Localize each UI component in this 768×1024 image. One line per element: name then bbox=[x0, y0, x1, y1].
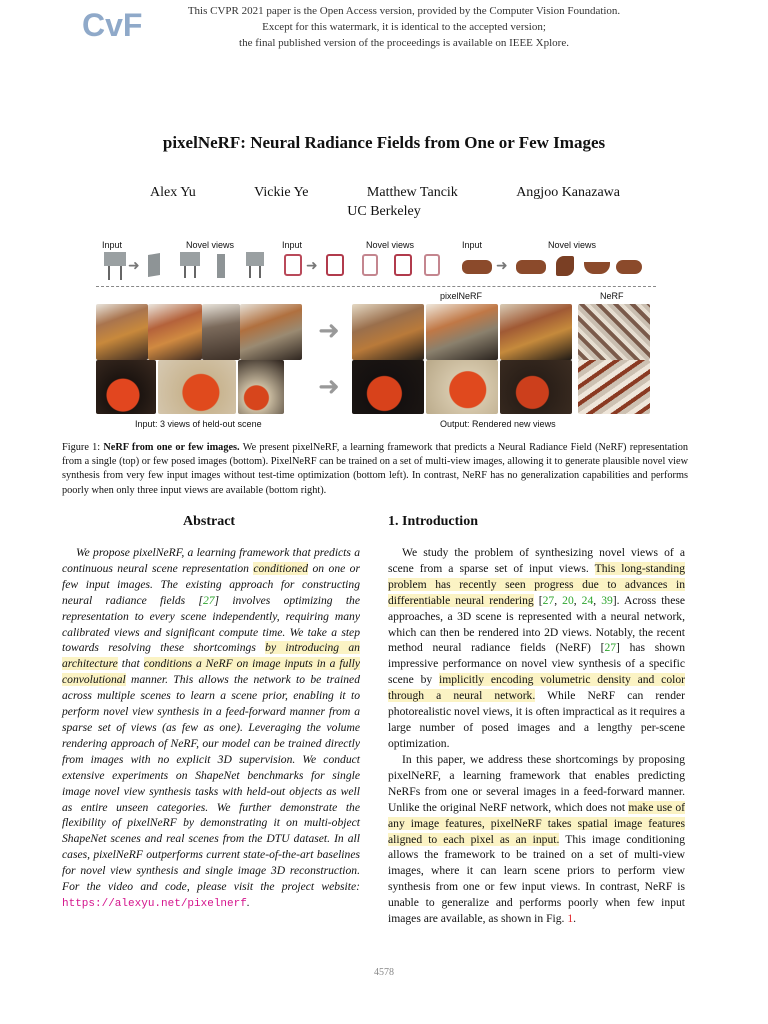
building-render bbox=[352, 304, 424, 360]
citation-link[interactable]: 39 bbox=[601, 593, 613, 607]
figure-label: Novel views bbox=[186, 240, 235, 250]
author: Angjoo Kanazawa bbox=[516, 185, 620, 200]
building-input bbox=[96, 304, 148, 360]
pumpkin-input bbox=[96, 360, 156, 414]
abstract-text: on one or few input images. The existing approach for constructing neural radiance fields [ bbox=[62, 561, 360, 607]
pumpkin-input bbox=[238, 360, 284, 414]
nerf-render bbox=[578, 360, 650, 414]
highlight: make use of any image features, pixelNeRF takes spatial image features aligned to each pixel as an input. bbox=[388, 800, 685, 846]
red-chair-view bbox=[362, 254, 378, 276]
citation-link[interactable]: 24 bbox=[581, 593, 594, 607]
arrow-icon: ➜ bbox=[496, 258, 508, 274]
sofa-view bbox=[584, 262, 610, 274]
chair-view-legs bbox=[249, 266, 261, 278]
chair-view bbox=[148, 253, 160, 277]
abstract-heading: Abstract bbox=[183, 514, 236, 529]
intro-text: , bbox=[554, 593, 563, 607]
figure-label: Input bbox=[462, 240, 483, 250]
figure-ref-link[interactable]: 1 bbox=[567, 912, 574, 926]
pumpkin-input bbox=[158, 360, 236, 414]
figure-label: Output: Rendered new views bbox=[440, 419, 556, 429]
highlight: conditioned bbox=[253, 561, 309, 575]
caption-text: We present pixelNeRF, a learning framework that predicts a Neural Radiance Field (NeRF) representation from a single (top) or few posed images (bottom). PixelNeRF can be trained on a set of multi-view images, allowing it to generate plausible novel view synthesis from very few input images without test-time optimization (bottom left). In contrast, NeRF has no generalization capabilities and performs poorly when only three input views are available (bottom right). bbox=[62, 442, 689, 496]
caption-bold: NeRF from one or few images. bbox=[103, 442, 240, 453]
cvf-logo-text: CvF bbox=[82, 7, 142, 42]
sofa-view bbox=[616, 260, 642, 274]
chair-view bbox=[246, 252, 264, 266]
sofa-view bbox=[516, 260, 546, 274]
intro-text: This image conditioning allows the framework to be trained on a set of multi-view images, where it can learn scene priors to perform view synthesis from one or few input views. In contrast, NeRF is unable to generalize and performs poorly when few input images are available, as shown in Fig. bbox=[388, 832, 685, 926]
intro-text: In this paper, we address these shortcomings by proposing pixelNeRF, a learning framework that enables predicting NeRFs from one or several images in a feed-forward manner. Unlike the original NeRF network, which does not bbox=[388, 753, 685, 814]
pumpkin-render bbox=[500, 360, 572, 414]
figure-caption bbox=[62, 441, 688, 498]
arrow-icon: ➜ bbox=[306, 258, 318, 274]
citation-link[interactable]: 27 bbox=[542, 593, 555, 607]
figure-label: Novel views bbox=[548, 240, 597, 250]
highlight: by introducing an architecture bbox=[62, 641, 360, 671]
cvf-logo bbox=[80, 6, 142, 42]
highlight: implicitly encoding volumetric density and color through a neural network. bbox=[388, 673, 685, 703]
intro-text: . bbox=[573, 912, 577, 926]
intro-text: , bbox=[573, 593, 582, 607]
pumpkin-render bbox=[352, 360, 424, 414]
figure-label: pixelNeRF bbox=[440, 291, 483, 301]
abstract-text: ] involves optimizing the representation to every scene independently, requiring many calibrated views and significant compute time. We take a step towards resolving these shortcomings bbox=[62, 593, 360, 655]
figure-label: NeRF bbox=[600, 291, 624, 301]
chair-view bbox=[217, 254, 225, 278]
caption-prefix: Figure 1: bbox=[62, 442, 101, 453]
highlight: This long-standing problem has recently seen progress due to advances in differentiable neural rendering bbox=[388, 561, 685, 607]
intro-text: , bbox=[593, 593, 602, 607]
building-render bbox=[500, 304, 572, 360]
watermark-line: This CVPR 2021 paper is the Open Access version, provided by the Computer Vision Foundation. bbox=[187, 5, 621, 17]
intro-text: We study the problem of synthesizing novel views of a scene from a sparse set of input views. bbox=[388, 546, 685, 575]
figure-label: Input: 3 views of held-out scene bbox=[135, 419, 262, 429]
arrow-icon: ➜ bbox=[318, 316, 340, 346]
page-number: 4578 bbox=[374, 967, 394, 978]
watermark-line: the final published version of the proceedings is available on IEEE Xplore. bbox=[239, 37, 569, 49]
watermark bbox=[150, 3, 658, 51]
author: Matthew Tancik bbox=[366, 185, 458, 200]
intro-paragraph bbox=[388, 752, 685, 927]
sofa-view bbox=[556, 256, 574, 276]
watermark-line: Except for this watermark, it is identical to the accepted version; bbox=[262, 21, 546, 33]
chair-view bbox=[180, 252, 200, 266]
arrow-icon: ➜ bbox=[128, 258, 140, 274]
author: Alex Yu bbox=[150, 185, 196, 200]
intro-text: ] has shown impressive performance on novel view synthesis of a specific scene by bbox=[388, 641, 685, 687]
intro-heading: 1. Introduction bbox=[388, 514, 478, 529]
red-chair-view bbox=[326, 254, 344, 276]
arrow-icon: ➜ bbox=[318, 372, 340, 402]
figure-label: Input bbox=[282, 240, 303, 250]
abstract-text: We propose pixelNeRF, a learning framework that predicts a continuous neural scene representation bbox=[62, 546, 360, 575]
building-input bbox=[148, 304, 202, 360]
sofa bbox=[462, 260, 492, 274]
abstract-text: . bbox=[246, 895, 250, 909]
chair-legs bbox=[108, 266, 122, 280]
figure-label: Input bbox=[102, 240, 123, 250]
author: Vickie Ye bbox=[254, 185, 309, 200]
citation-link[interactable]: 20 bbox=[562, 593, 574, 607]
chair-seat bbox=[104, 252, 126, 266]
chair-view-legs bbox=[184, 266, 196, 278]
red-chair-view bbox=[394, 254, 412, 276]
citation-link[interactable]: 27 bbox=[202, 593, 215, 607]
building-render bbox=[426, 304, 498, 360]
project-url-link[interactable]: https://alexyu.net/pixelnerf bbox=[62, 897, 247, 910]
citation-link[interactable]: 27 bbox=[604, 641, 617, 655]
building-input bbox=[240, 304, 302, 360]
figure-divider bbox=[96, 286, 656, 287]
red-chair-view bbox=[424, 254, 440, 276]
pumpkin-render bbox=[426, 360, 498, 414]
nerf-render bbox=[578, 304, 650, 360]
highlight: conditions a NeRF on image inputs in a fully convolutional bbox=[62, 657, 360, 687]
intro-text: While NeRF can render photorealistic novel views, it is often impractical as it requires a large number of posed images and a lengthy per-scene optimization. bbox=[388, 689, 685, 750]
building-input bbox=[202, 304, 240, 360]
intro-text: ]. Across these approaches, a 3D scene is represented with a neural network, which can then be rendered into 2D views. Notably, the recent method neural radiance fields (NeRF) [ bbox=[388, 593, 686, 655]
intro-text: [ bbox=[533, 593, 543, 607]
figure-label: Novel views bbox=[366, 240, 415, 250]
intro-paragraph bbox=[388, 545, 685, 752]
affiliation: UC Berkeley bbox=[347, 204, 421, 219]
paper-title: pixelNeRF: Neural Radiance Fields from One or Few Images bbox=[162, 133, 606, 152]
author-list bbox=[150, 185, 620, 201]
abstract-text: manner. This allows the network to be trained across multiple scenes to learn a scene prior, enabling it to perform novel view synthesis in a feed-forward manner from a sparse set of views (as few as one). Leveraging the volume rendering approach of NeRF, our model can be trained directly from images with no explicit 3D supervision. We conduct extensive experiments on ShapeNet benchmarks for single image novel view synthesis tasks with held-out objects as well as entire unseen categories. We further demonstrate the flexibility of pixelNeRF by demonstrating it on multi-object ShapeNet scenes and real scenes from the DTU dataset. In all cases, pixelNeRF outperforms current state-of-the-art baselines for novel view synthesis and single image 3D reconstruction. For the video and code, please visit the project website: bbox=[62, 673, 360, 894]
red-chair bbox=[284, 254, 302, 276]
abstract-text: that bbox=[117, 657, 144, 671]
abstract-body bbox=[62, 545, 360, 913]
